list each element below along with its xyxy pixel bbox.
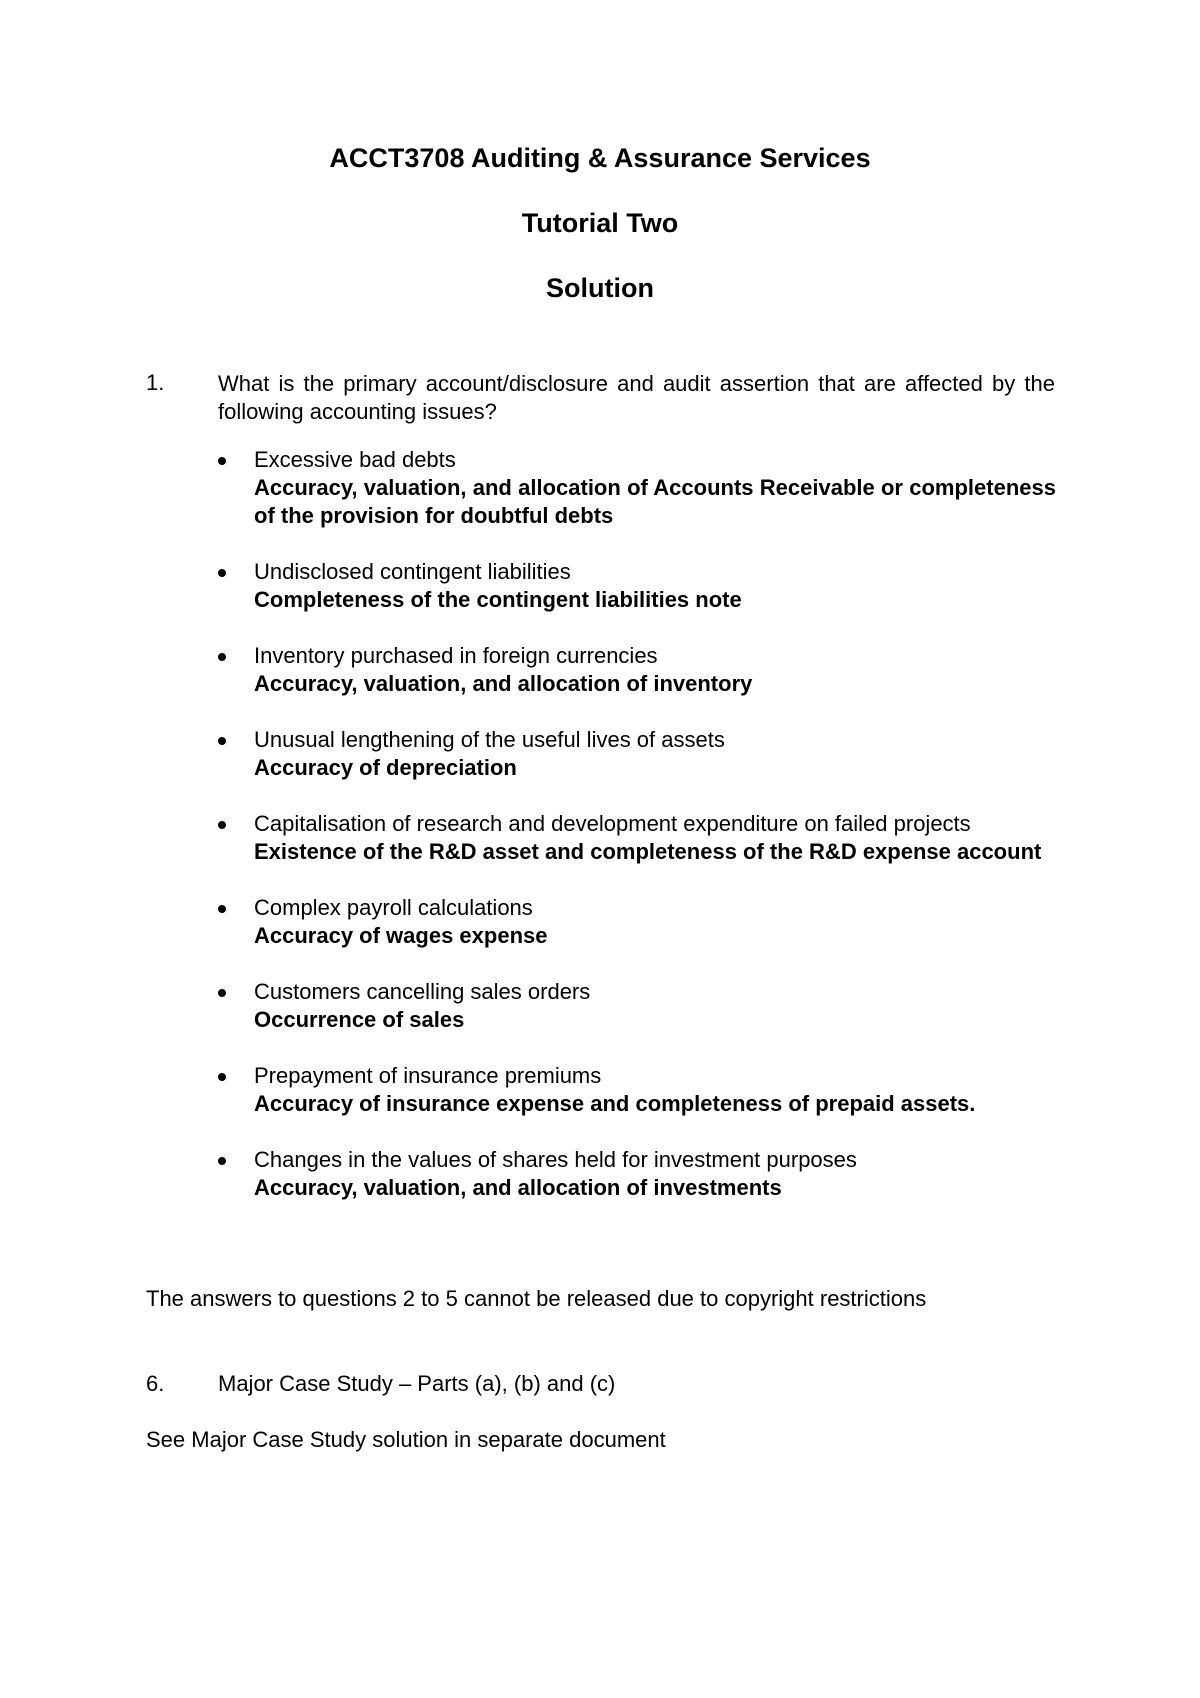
issue-text: Prepayment of insurance premiums [254, 1063, 602, 1088]
issue-text: Changes in the values of shares held for investment purposes [254, 1147, 857, 1172]
issue-text: Excessive bad debts [254, 447, 456, 472]
answer-text: Accuracy of wages expense [254, 923, 548, 948]
issues-list [216, 446, 1056, 1230]
answer-text: Accuracy of depreciation [254, 755, 517, 780]
answer-text: Existence of the R&D asset and completeness of the R&D expense account [254, 839, 1042, 864]
answer-text: Accuracy of insurance expense and completeness of prepaid assets. [254, 1091, 976, 1116]
bullet-icon [218, 569, 226, 577]
bullet-icon [218, 905, 226, 913]
bullet-icon [218, 653, 226, 661]
list-item [216, 642, 1056, 698]
answer-text: Accuracy, valuation, and allocation of inventory [254, 671, 753, 696]
question-1-text: What is the primary account/disclosure and audit assertion that are affected by the following accounting issues? [218, 371, 1055, 424]
answer-text: Accuracy, valuation, and allocation of Accounts Receivable or completeness of the provision for doubtful debts [254, 475, 1056, 528]
list-item [216, 726, 1056, 782]
question-6-number: 6. [146, 1371, 165, 1396]
bullet-icon [218, 457, 226, 465]
solution-heading: Solution [546, 273, 654, 303]
list-item [216, 810, 1056, 866]
issue-text: Capitalisation of research and development expenditure on failed projects [254, 811, 971, 836]
bullet-icon [218, 1157, 226, 1165]
course-title: ACCT3708 Auditing & Assurance Services [329, 143, 871, 173]
question-1-number: 1. [146, 370, 165, 395]
issue-text: Undisclosed contingent liabilities [254, 559, 571, 584]
list-item [216, 558, 1056, 614]
issue-text: Complex payroll calculations [254, 895, 533, 920]
answer-text: Completeness of the contingent liabilities note [254, 587, 742, 612]
bullet-icon [218, 1073, 226, 1081]
tutorial-title: Tutorial Two [521, 208, 679, 238]
bullet-icon [218, 737, 226, 745]
bullet-icon [218, 821, 226, 829]
list-item [216, 1062, 1056, 1118]
answer-text: Occurrence of sales [254, 1007, 465, 1032]
copyright-note: The answers to questions 2 to 5 cannot be released due to copyright restrictions [146, 1286, 927, 1311]
issue-text: Unusual lengthening of the useful lives of assets [254, 727, 725, 752]
question-6-text: Major Case Study – Parts (a), (b) and (c) [218, 1371, 616, 1396]
issue-text: Inventory purchased in foreign currencies [254, 643, 658, 668]
bullet-icon [218, 989, 226, 997]
issue-text: Customers cancelling sales orders [254, 979, 591, 1004]
list-item [216, 446, 1056, 530]
list-item [216, 1146, 1056, 1202]
answer-text: Accuracy, valuation, and allocation of investments [254, 1175, 782, 1200]
case-study-note: See Major Case Study solution in separate document [146, 1427, 666, 1452]
list-item [216, 894, 1056, 950]
list-item [216, 978, 1056, 1034]
